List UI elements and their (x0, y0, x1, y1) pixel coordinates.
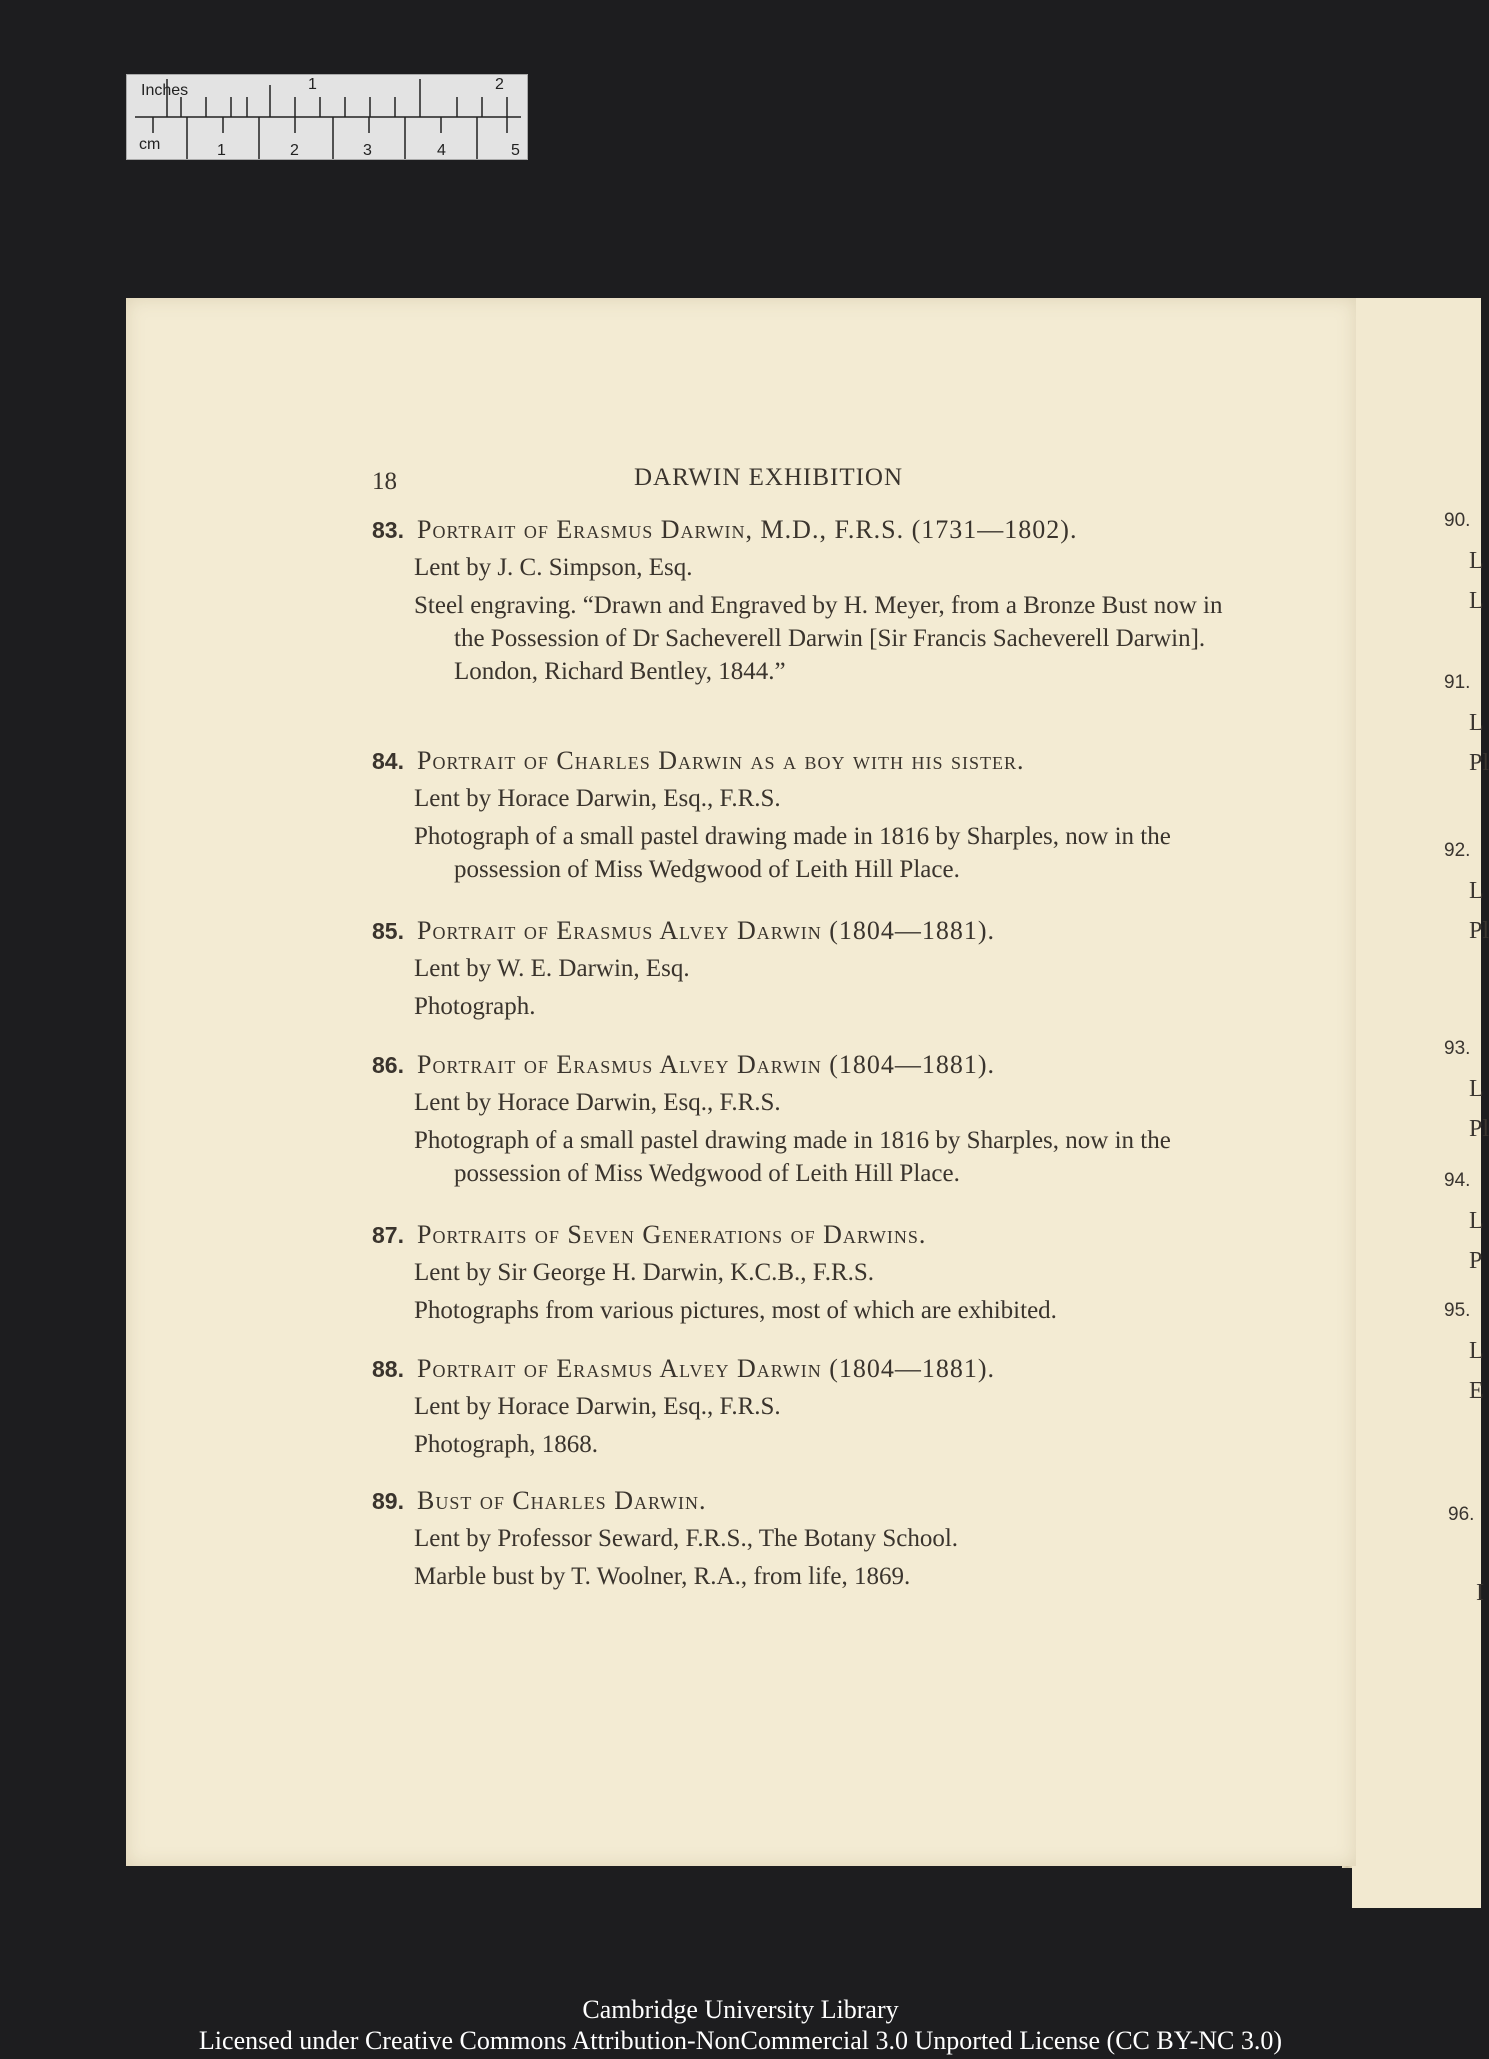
entry-description: Marble bust by T. Woolner, R.A., from life, 1869. (414, 1563, 911, 1590)
entry-description: Photographs from various pictures, most of which are exhibited. (414, 1297, 1057, 1324)
entry-number: 86. (372, 1052, 404, 1078)
catalog-entry-84 (372, 744, 1212, 886)
catalog-entry-83 (372, 513, 1223, 688)
entry-description: Photograph. (414, 993, 536, 1020)
entry-number: 85. (372, 918, 404, 944)
ruler-inch-2: 2 (495, 76, 504, 93)
facing-page (1352, 298, 1489, 1908)
ruler-cm-4: 4 (437, 142, 446, 159)
ruler-cm-1: 1 (217, 142, 226, 159)
facing-line: P (1469, 1248, 1483, 1274)
entry-number: 88. (372, 1356, 404, 1382)
entry-lender: Lent by J. C. Simpson, Esq. (414, 554, 693, 581)
entry-number: 89. (372, 1488, 404, 1514)
facing-line: Pl (1469, 918, 1489, 944)
scale-ruler (126, 74, 528, 160)
ruler-cm-label: cm (139, 136, 161, 153)
ruler-cm-3: 3 (363, 142, 372, 159)
entry-description: Photograph, 1868. (414, 1431, 599, 1458)
running-header: DARWIN EXHIBITION (634, 464, 904, 491)
entry-number: 84. (372, 748, 404, 774)
entry-number: 83. (372, 517, 404, 543)
facing-entry-number: 94. (1444, 1170, 1471, 1191)
license-footer (0, 1994, 1481, 2056)
catalog-entry-86 (372, 1048, 1212, 1190)
entry-lender: Lent by W. E. Darwin, Esq. (414, 955, 690, 982)
entry-lender: Lent by Horace Darwin, Esq., F.R.S. (414, 1393, 781, 1420)
facing-line: L (1469, 1208, 1484, 1234)
facing-line: L (1469, 548, 1484, 574)
ruler-inches-label: Inches (141, 82, 189, 99)
entry-title-line (372, 1484, 1212, 1518)
facing-entry-number: 93. (1444, 1038, 1471, 1059)
facing-entry-number: 91. (1444, 672, 1471, 693)
entry-lender: Lent by Horace Darwin, Esq., F.R.S. (414, 1089, 781, 1116)
catalog-entry-89 (372, 1484, 1212, 1593)
entry-description: Steel engraving. “Drawn and Engraved by H. Meyer, from a Bronze Bust now in the Possession of Dr Sacheverell Darwin [Sir Francis Sacheverell Darwin]. London, Richard Bentley, 1844.” (414, 592, 1223, 685)
facing-line: L (1469, 1338, 1484, 1364)
entry-title-line (372, 513, 1212, 547)
facing-entry-number: 90. (1444, 510, 1471, 531)
facing-line: L (1469, 1076, 1484, 1102)
facing-line: E (1469, 1378, 1484, 1404)
facing-line: L (1469, 710, 1484, 736)
ruler-cm-2: 2 (290, 142, 299, 159)
ruler-inch-1: 1 (308, 76, 317, 93)
entry-title-line (372, 1352, 1212, 1386)
page-number: 18 (372, 468, 397, 495)
entry-title: Portrait of Erasmus Darwin, M.D., F.R.S. (1731—1802). (416, 515, 1078, 544)
entry-lender: Lent by Sir George H. Darwin, K.C.B., F.R.S. (414, 1259, 875, 1286)
ruler-cm-5: 5 (511, 142, 520, 159)
facing-line: L (1469, 588, 1484, 614)
facing-entry-number: 96. (1448, 1504, 1475, 1525)
catalog-entry-88 (372, 1352, 1212, 1461)
footer-institution: Cambridge University Library (582, 1995, 899, 2024)
entry-title: Bust of Charles Darwin. (416, 1486, 707, 1515)
entry-lender: Lent by Horace Darwin, Esq., F.R.S. (414, 785, 781, 812)
facing-entry-number: 92. (1444, 840, 1471, 861)
entry-title-line (372, 1218, 1212, 1252)
entry-title: Portrait of Charles Darwin as a boy with his sister. (416, 746, 1025, 775)
entry-title: Portrait of Erasmus Alvey Darwin (1804—1881). (416, 1354, 996, 1383)
entry-description: Photograph of a small pastel drawing made in 1816 by Sharples, now in the possession of Miss Wedgwood of Leith Hill Place. (414, 1127, 1171, 1187)
footer-license: Licensed under Creative Commons Attribution-NonCommercial 3.0 Unported License (CC BY-NC 3.0) (198, 2026, 1283, 2055)
entry-title: Portrait of Erasmus Alvey Darwin (1804—1881). (416, 1050, 996, 1079)
entry-title: Portrait of Erasmus Alvey Darwin (1804—1881). (416, 916, 996, 945)
catalog-entry-87 (372, 1218, 1212, 1327)
facing-line: Pl (1469, 750, 1489, 776)
entry-title: Portraits of Seven Generations of Darwins. (416, 1220, 927, 1249)
entry-title-line (372, 744, 1212, 778)
entry-number: 87. (372, 1222, 404, 1248)
entry-title-line (372, 1048, 1212, 1082)
entry-title-line (372, 914, 1212, 948)
entry-description: Photograph of a small pastel drawing made in 1816 by Sharples, now in the possession of Miss Wedgwood of Leith Hill Place. (414, 823, 1171, 883)
facing-line: L (1469, 878, 1484, 904)
catalog-entry-85 (372, 914, 1212, 1023)
facing-line: I (1476, 1580, 1484, 1606)
facing-entry-number: 95. (1444, 1300, 1471, 1321)
entry-lender: Lent by Professor Seward, F.R.S., The Botany School. (414, 1525, 959, 1552)
facing-line: Pl (1469, 1116, 1489, 1142)
